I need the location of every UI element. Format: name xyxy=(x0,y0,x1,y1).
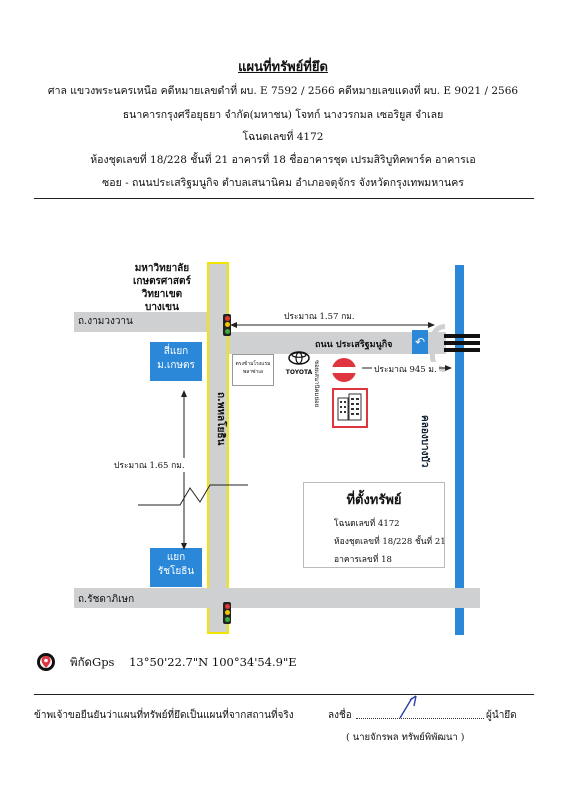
signer-name: ( นายจักรพล ทรัพย์พิพัฒนา ) xyxy=(346,732,465,743)
canal-line xyxy=(455,265,464,635)
footer-divider xyxy=(34,694,534,695)
property-building: อาคารเลขที่ 18 xyxy=(334,555,392,565)
bridge-bars xyxy=(444,334,480,352)
gps-pin-icon xyxy=(36,652,56,672)
road-prasertmanukit-label: ถนน ประเสริฐมนูกิจ xyxy=(315,340,393,350)
university-label: มหาวิทยาลัย เกษตรศาสตร์ วิทยาเขต บางเขน xyxy=(133,263,191,313)
property-unit: ห้องชุดเลขที่ 18/228 ชั้นที่ 21 xyxy=(334,537,446,547)
distance-top-label: ประมาณ 1.57 กม. xyxy=(282,309,357,323)
deed-line: โฉนดเลขที่ 4172 xyxy=(242,131,324,143)
property-info-box xyxy=(303,482,445,568)
soi-label: ซอยเสนานิคมย่อย xyxy=(313,360,320,408)
canal-label: คลองบางบัว xyxy=(419,415,430,468)
road-ratchadaphisek-label: ถ.รัชดาภิเษก xyxy=(78,594,135,605)
parties-line: ธนาคารกรุงศรีอยุธยา จำกัด(มหาชน) โจทก์ นางวรกมล เซอริยูส จำเลย xyxy=(122,109,444,121)
road-ngamwongwan-label: ถ.งามวงวาน xyxy=(78,316,133,327)
road-phahonyothin-label: ถ.พหลโยธิน xyxy=(215,392,226,446)
traffic-light-bottom xyxy=(223,602,231,624)
intersection-kaset: สี่แยก ม.เกษตร xyxy=(150,342,202,381)
map-area xyxy=(60,210,500,640)
road-ratchadaphisek xyxy=(74,588,480,608)
gps-row xyxy=(36,652,516,674)
toyota-label: TOYOTA xyxy=(285,369,313,376)
building-opposite-hotel: ตรงข้ามโรงแรม พลาซ่าเอ xyxy=(232,354,274,386)
road-break-mark xyxy=(138,480,248,510)
certify-text: ข้าพเจ้าขอยืนยันว่าแผนที่ทรัพย์ที่ยึดเป็นแผนที่จากสถานที่จริง xyxy=(34,710,294,721)
property-title: ที่ตั้งทรัพย์ xyxy=(346,493,402,508)
unit-line: ห้องชุดเลขที่ 18/228 ชั้นที่ 21 อาคารที่ 18 ชื่ออาคารชุด เปรมสิริบูทิคพาร์ค อาคารเอ xyxy=(90,154,476,166)
page-title: แผนที่ทรัพย์ที่ยึด xyxy=(238,60,328,75)
gps-coordinates: พิกัดGps 13°50'22.7"N 100°34'54.9"E xyxy=(70,655,297,669)
nissan-logo xyxy=(332,358,356,382)
intersection-ratchayothin: แยก รัชโยธิน xyxy=(150,548,202,587)
distance-left-label: ประมาณ 1.65 กม. xyxy=(112,458,187,472)
property-deed: โฉนดเลขที่ 4172 xyxy=(334,519,400,529)
header-divider xyxy=(34,198,534,199)
sign-suffix: ผู้นำยึด xyxy=(486,710,517,721)
distance-right-label: ประมาณ 945 ม. xyxy=(372,362,439,376)
signature-row xyxy=(328,706,528,726)
court-case-line: ศาล แขวงพระนครเหนือ คดีหมายเลขดำที่ ผบ. E 7592 / 2566 คดีหมายเลขแดงที่ ผบ. E 9021 / 2566 xyxy=(47,85,519,97)
sign-prefix: ลงชื่อ xyxy=(328,710,352,721)
toyota-logo xyxy=(282,350,316,376)
property-marker xyxy=(332,388,368,428)
address-line: ซอย - ถนนประเสริฐมนูกิจ ตำบลเสนานิคม อำเภอจตุจักร จังหวัดกรุงเทพมหานคร xyxy=(102,177,464,189)
uturn-sign: ↶ xyxy=(412,330,428,354)
signature-mark xyxy=(396,692,432,722)
